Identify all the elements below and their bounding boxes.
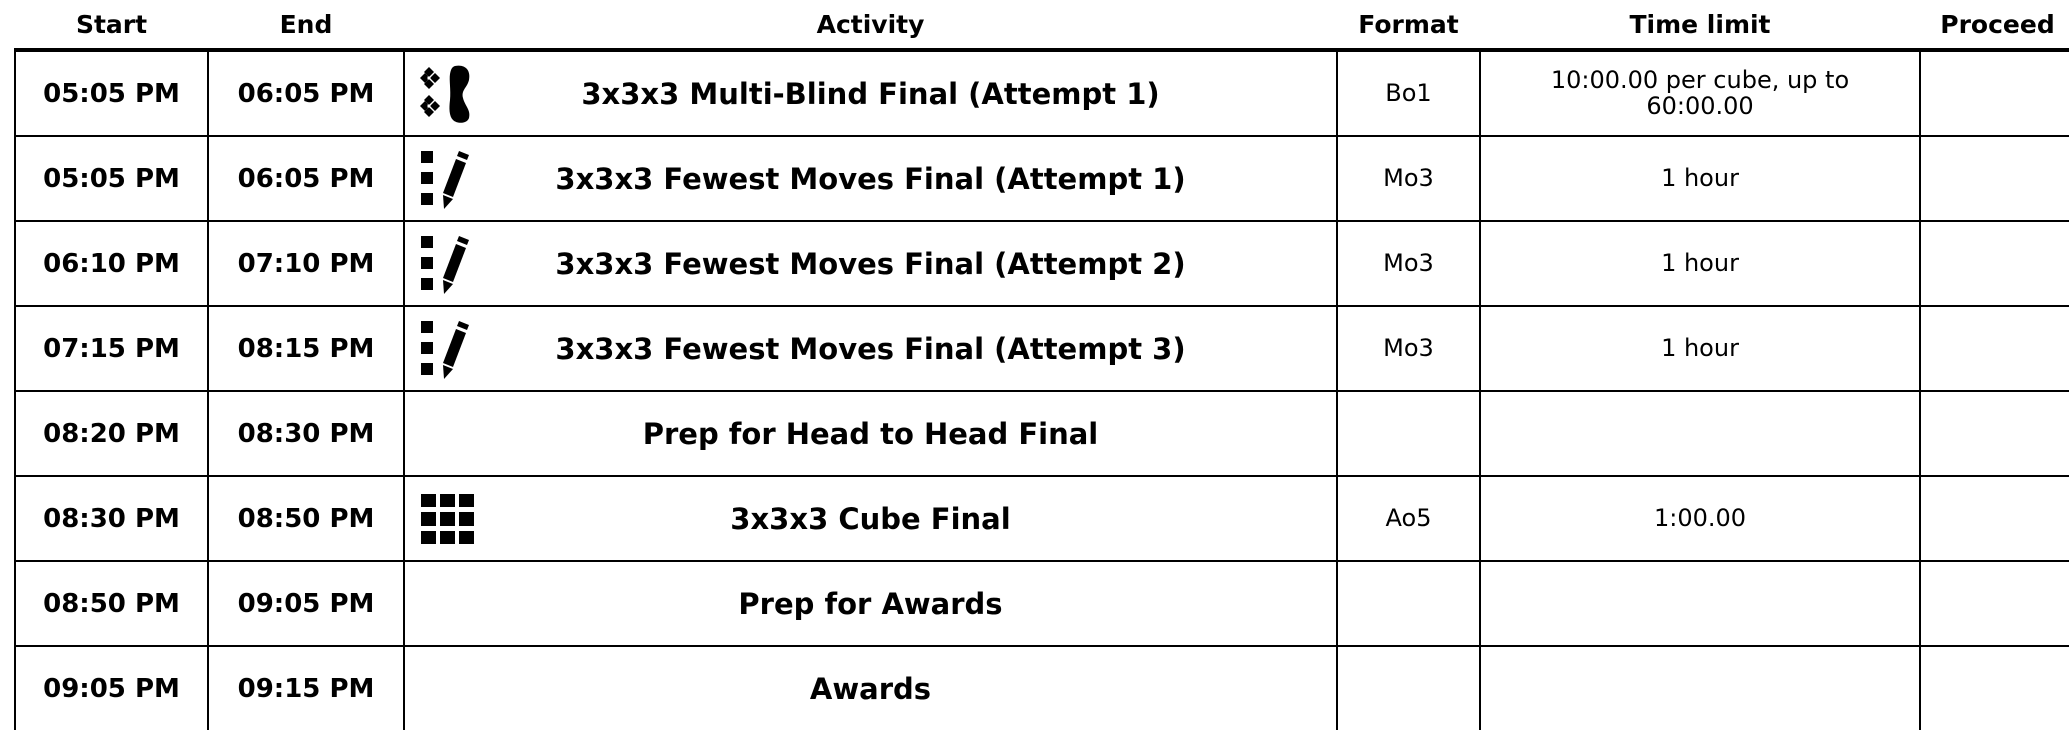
end-time-cell: 07:10 PM: [208, 221, 404, 306]
header-proceed: Proceed: [1920, 0, 2069, 50]
schedule-table: [14, 0, 2069, 730]
table-row: [15, 391, 2069, 476]
format-cell: Mo3: [1337, 306, 1480, 391]
time-limit-cell: 1 hour: [1480, 136, 1920, 221]
table-row: [15, 50, 2069, 136]
activity-cell: [404, 476, 1337, 561]
table-row: [15, 306, 2069, 391]
start-time-cell: 08:20 PM: [15, 391, 208, 476]
proceed-cell: [1920, 561, 2069, 646]
format-cell: Mo3: [1337, 221, 1480, 306]
activity-label: 3x3x3 Multi-Blind Final (Attempt 1): [581, 76, 1160, 111]
time-limit-cell: 10:00.00 per cube, up to 60:00.00: [1480, 50, 1920, 136]
activity-label: Awards: [809, 671, 932, 706]
start-time-cell: 06:10 PM: [15, 221, 208, 306]
proceed-cell: [1920, 306, 2069, 391]
start-time-cell: 08:30 PM: [15, 476, 208, 561]
table-row: [15, 476, 2069, 561]
header-end: End: [208, 0, 404, 50]
end-time-cell: 08:50 PM: [208, 476, 404, 561]
format-cell: [1337, 391, 1480, 476]
time-limit-cell: 1 hour: [1480, 306, 1920, 391]
table-row: [15, 221, 2069, 306]
proceed-cell: [1920, 221, 2069, 306]
start-time-cell: 05:05 PM: [15, 50, 208, 136]
header-format: Format: [1337, 0, 1480, 50]
activity-cell: [404, 646, 1337, 730]
proceed-cell: [1920, 136, 2069, 221]
fewest-moves-icon: [419, 234, 475, 294]
format-cell: [1337, 646, 1480, 730]
activity-label: 3x3x3 Cube Final: [730, 501, 1011, 536]
activity-cell: [404, 306, 1337, 391]
format-cell: Mo3: [1337, 136, 1480, 221]
activity-label: Prep for Awards: [738, 586, 1003, 621]
time-limit-cell: 1 hour: [1480, 221, 1920, 306]
time-limit-cell: [1480, 391, 1920, 476]
activity-cell: [404, 391, 1337, 476]
proceed-cell: [1920, 391, 2069, 476]
header-start: Start: [15, 0, 208, 50]
fewest-moves-icon: [419, 319, 475, 379]
table-row: [15, 136, 2069, 221]
activity-label: Prep for Head to Head Final: [642, 416, 1099, 451]
format-cell: Bo1: [1337, 50, 1480, 136]
end-time-cell: 09:15 PM: [208, 646, 404, 730]
time-limit-cell: [1480, 561, 1920, 646]
start-time-cell: 09:05 PM: [15, 646, 208, 730]
start-time-cell: 08:50 PM: [15, 561, 208, 646]
header-row: [15, 0, 2069, 50]
time-limit-cell: 1:00.00: [1480, 476, 1920, 561]
format-cell: [1337, 561, 1480, 646]
proceed-cell: [1920, 476, 2069, 561]
end-time-cell: 09:05 PM: [208, 561, 404, 646]
start-time-cell: 05:05 PM: [15, 136, 208, 221]
header-activity: Activity: [404, 0, 1337, 50]
fewest-moves-icon: [419, 149, 475, 209]
end-time-cell: 08:30 PM: [208, 391, 404, 476]
end-time-cell: 08:15 PM: [208, 306, 404, 391]
end-time-cell: 06:05 PM: [208, 136, 404, 221]
3x3-cube-icon: [419, 489, 475, 549]
activity-label: 3x3x3 Fewest Moves Final (Attempt 1): [555, 161, 1186, 196]
proceed-cell: [1920, 50, 2069, 136]
format-cell: Ao5: [1337, 476, 1480, 561]
header-time-limit: Time limit: [1480, 0, 1920, 50]
table-row: [15, 646, 2069, 730]
end-time-cell: 06:05 PM: [208, 50, 404, 136]
proceed-cell: [1920, 646, 2069, 730]
activity-cell: [404, 561, 1337, 646]
activity-cell: [404, 50, 1337, 136]
activity-cell: [404, 136, 1337, 221]
table-row: [15, 561, 2069, 646]
activity-label: 3x3x3 Fewest Moves Final (Attempt 2): [555, 246, 1186, 281]
3x3-multi-blind-icon: [419, 64, 475, 124]
activity-label: 3x3x3 Fewest Moves Final (Attempt 3): [555, 331, 1186, 366]
time-limit-cell: [1480, 646, 1920, 730]
start-time-cell: 07:15 PM: [15, 306, 208, 391]
activity-cell: [404, 221, 1337, 306]
